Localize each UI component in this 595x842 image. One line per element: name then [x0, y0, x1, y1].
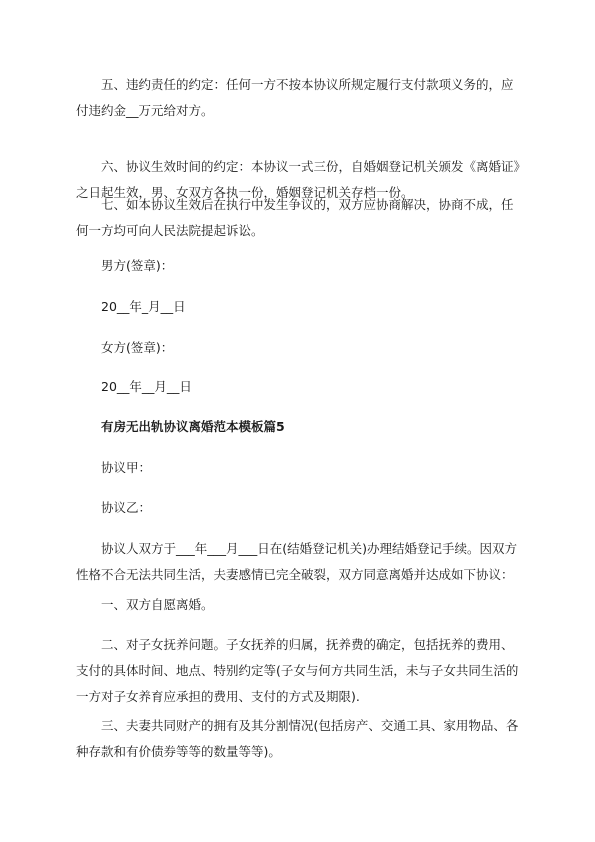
male-date-line: 20__年_月__日	[101, 299, 186, 314]
clause-6-effective-date: 六、协议生效时间的约定：本协议一式三份，自婚姻登记机关颁发《离婚证》之日起生效，男、女双方各执一份，婚姻登记机关存档一份。	[76, 159, 520, 200]
party-b-line: 协议乙：	[101, 500, 152, 515]
preamble-paragraph: 协议人双方于___年___月___日在(结婚登记机关)办理结婚登记手续。因双方性格不合无法共同生活，夫妻感情已完全破裂，双方同意离婚并达成如下协议：	[76, 541, 518, 582]
male-signature-line: 男方(签章)：	[101, 258, 174, 273]
female-signature-line: 女方(签章)：	[101, 340, 174, 355]
clause-2-child-custody: 二、对子女抚养问题。子女抚养的归属，抚养费的确定，包括抚养的费用、支付的具体时间、地点、特别约定等(子女与何方共同生活，未与子女共同生活的一方对子女养育应承担的费用、支付的方式及期限).	[76, 637, 519, 704]
clause-3-property: 三、夫妻共同财产的拥有及其分割情况(包括房产、交通工具、家用物品、各种存款和有价债券等等的数量等等)。	[76, 718, 519, 759]
clause-1-voluntary: 一、双方自愿离婚。	[101, 597, 214, 612]
clause-5-breach: 五、违约责任的约定：任何一方不按本协议所规定履行支付款项义务的，应付违约金__万元给对方。	[76, 77, 514, 118]
clause-7-dispute: 七、如本协议生效后在执行中发生争议的，双方应协商解决，协商不成，任何一方均可向人民法院提起诉讼。	[76, 197, 514, 238]
female-date-line: 20__年__月__日	[101, 379, 192, 394]
party-a-line: 协议甲：	[101, 460, 152, 475]
section-title: 有房无出轨协议离婚范本模板篇5	[101, 419, 285, 434]
